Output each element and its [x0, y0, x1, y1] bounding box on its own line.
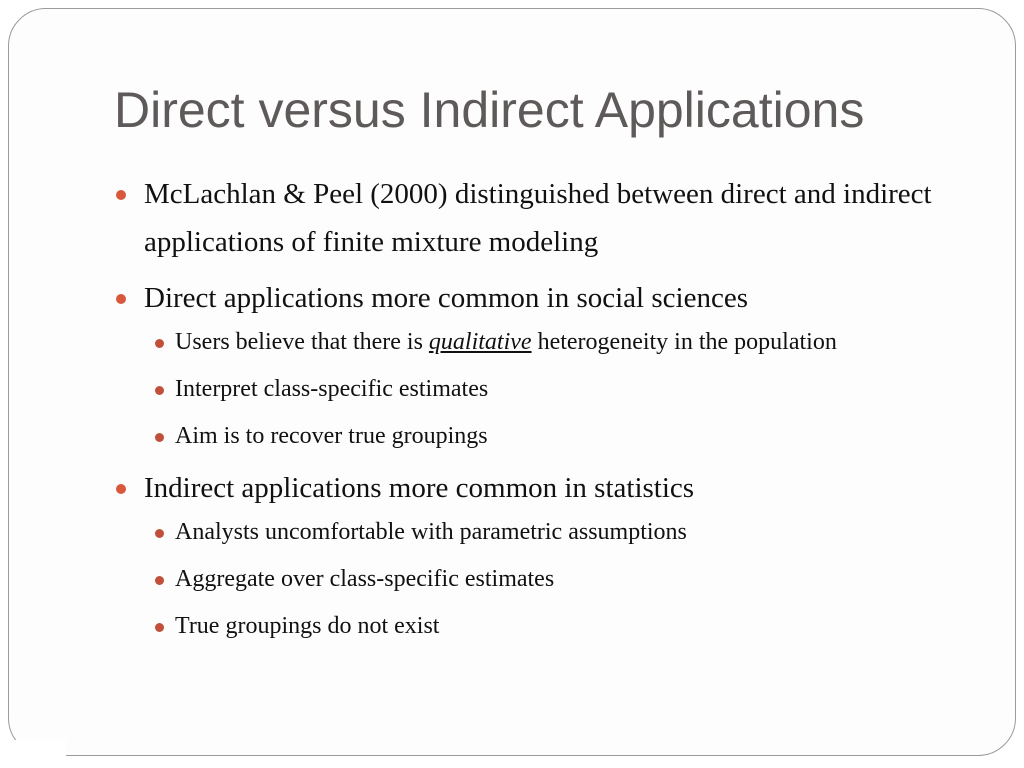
sub-bullet-text: True groupings do not exist — [175, 613, 440, 639]
sub-bullet-dot-icon — [155, 386, 164, 395]
sub-bullet-item — [154, 512, 944, 552]
bullet-text: McLachlan & Peel (2000) distinguished between direct and indirect applications of finite mixture modeling — [144, 178, 932, 258]
bullet-item — [114, 274, 944, 322]
sub-bullet-item — [154, 416, 944, 456]
sub-bullet-text-pre: Users believe that there is — [175, 329, 429, 355]
frame-gap — [14, 740, 66, 764]
bullet-item — [114, 464, 944, 512]
bullet-dot-icon — [116, 484, 126, 494]
sub-bullet-dot-icon — [155, 576, 164, 585]
sub-bullet-text: Analysts uncomfortable with parametric assumptions — [175, 519, 687, 545]
slide-title: Direct versus Indirect Applications — [114, 82, 865, 138]
sub-bullet-dot-icon — [155, 623, 164, 632]
slide-content — [114, 170, 944, 646]
bullet-dot-icon — [116, 190, 126, 200]
sub-bullet-text: Aggregate over class-specific estimates — [175, 566, 555, 592]
sub-bullet-dot-icon — [155, 529, 164, 538]
sub-bullet-dot-icon — [155, 433, 164, 442]
sub-bullet-dot-icon — [155, 339, 164, 348]
sub-bullet-item — [154, 559, 944, 599]
bullet-text: Direct applications more common in social sciences — [144, 282, 748, 314]
sub-bullet-emphasis: qualitative — [428, 329, 532, 355]
sub-bullet-text: Aim is to recover true groupings — [175, 423, 488, 449]
sub-bullet-item — [154, 606, 944, 646]
sub-bullet-text: Interpret class-specific estimates — [175, 376, 489, 402]
sub-bullet-text-post: heterogeneity in the population — [531, 329, 837, 355]
sub-bullet-item — [154, 369, 944, 409]
bullet-dot-icon — [116, 294, 126, 304]
bullet-item — [114, 170, 944, 266]
sub-bullet-item — [154, 322, 944, 362]
bullet-text: Indirect applications more common in statistics — [144, 472, 695, 504]
